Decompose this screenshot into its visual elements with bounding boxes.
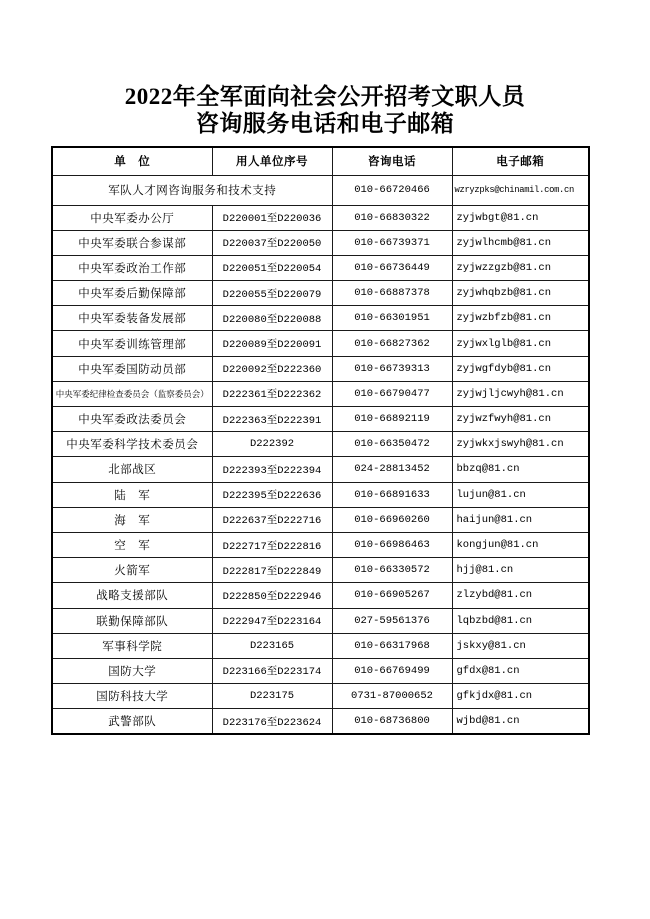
table-body (52, 175, 589, 734)
unit-cell: 军事科学院 (52, 633, 212, 658)
phone-cell: 010-66739371 (332, 230, 452, 255)
table-row (52, 633, 589, 658)
unit-cell: 空 军 (52, 532, 212, 557)
page-title (0, 83, 650, 137)
email-cell: lqbzbd@81.cn (452, 608, 589, 633)
unit-cell: 武警部队 (52, 709, 212, 734)
unit-cell: 中央军委办公厅 (52, 205, 212, 230)
table-row (52, 482, 589, 507)
email-cell: zyjwzbfzb@81.cn (452, 306, 589, 331)
serial-cell: D223175 (212, 684, 332, 709)
table-row (52, 205, 589, 230)
contact-table (51, 146, 590, 735)
serial-cell: D223166至D223174 (212, 658, 332, 683)
serial-cell: D222850至D222946 (212, 583, 332, 608)
phone-cell: 010-66986463 (332, 532, 452, 557)
table-row (52, 175, 589, 205)
serial-cell: D220055至D220079 (212, 281, 332, 306)
unit-cell: 联勤保障部队 (52, 608, 212, 633)
serial-cell: D223165 (212, 633, 332, 658)
table-row (52, 709, 589, 734)
table-row (52, 281, 589, 306)
serial-cell: D222392 (212, 432, 332, 457)
unit-cell: 国防大学 (52, 658, 212, 683)
table-row (52, 507, 589, 532)
serial-cell: D222395至D222636 (212, 482, 332, 507)
email-cell: zyjwlhcmb@81.cn (452, 230, 589, 255)
email-cell: hjj@81.cn (452, 558, 589, 583)
phone-cell: 010-66830322 (332, 205, 452, 230)
table-row (52, 432, 589, 457)
unit-cell: 中央军委科学技术委员会 (52, 432, 212, 457)
unit-cell: 火箭军 (52, 558, 212, 583)
serial-cell: D220089至D220091 (212, 331, 332, 356)
table-row (52, 684, 589, 709)
unit-cell: 海 军 (52, 507, 212, 532)
email-cell: zyjwkxjswyh@81.cn (452, 432, 589, 457)
table-row (52, 230, 589, 255)
email-cell: zyjwjljcwyh@81.cn (452, 381, 589, 406)
page-title-line-2: 咨询服务电话和电子邮箱 (195, 111, 455, 136)
unit-cell: 中央军委联合参谋部 (52, 230, 212, 255)
phone-cell: 010-66739313 (332, 356, 452, 381)
table-row (52, 306, 589, 331)
unit-cell: 陆 军 (52, 482, 212, 507)
page-title-line-1: 2022年全军面向社会公开招考文职人员 (124, 84, 526, 109)
email-cell: kongjun@81.cn (452, 532, 589, 557)
unit-cell: 中央军委纪律检查委员会（监察委员会） (52, 381, 212, 406)
phone-cell: 0731-87000652 (332, 684, 452, 709)
email-cell: gfkjdx@81.cn (452, 684, 589, 709)
table-row (52, 381, 589, 406)
phone-cell: 010-66769499 (332, 658, 452, 683)
column-header-serial: 用人单位序号 (212, 147, 332, 175)
table-header (52, 147, 589, 175)
phone-cell: 010-66905267 (332, 583, 452, 608)
serial-cell: D222717至D222816 (212, 532, 332, 557)
email-cell: wjbd@81.cn (452, 709, 589, 734)
unit-cell: 中央军委装备发展部 (52, 306, 212, 331)
phone-cell: 010-66350472 (332, 432, 452, 457)
serial-cell: D223176至D223624 (212, 709, 332, 734)
column-header-phone: 咨询电话 (332, 147, 452, 175)
serial-cell: D220051至D220054 (212, 255, 332, 280)
email-cell: zyjwzzgzb@81.cn (452, 255, 589, 280)
email-cell: haijun@81.cn (452, 507, 589, 532)
serial-cell: D222637至D222716 (212, 507, 332, 532)
phone-cell: 010-68736800 (332, 709, 452, 734)
unit-cell: 中央军委训练管理部 (52, 331, 212, 356)
table-row (52, 658, 589, 683)
phone-cell: 010-66301951 (332, 306, 452, 331)
phone-cell: 010-66827362 (332, 331, 452, 356)
phone-cell: 010-66892119 (332, 407, 452, 432)
table-row (52, 356, 589, 381)
serial-cell: D220001至D220036 (212, 205, 332, 230)
column-header-email: 电子邮箱 (452, 147, 589, 175)
phone-cell: 024-28813452 (332, 457, 452, 482)
column-header-unit: 单 位 (52, 147, 212, 175)
phone-cell: 010-66960260 (332, 507, 452, 532)
email-cell: jskxy@81.cn (452, 633, 589, 658)
table-row (52, 532, 589, 557)
table-row (52, 255, 589, 280)
phone-cell: 010-66317968 (332, 633, 452, 658)
email-cell: lujun@81.cn (452, 482, 589, 507)
serial-cell: D220037至D220050 (212, 230, 332, 255)
email-cell: zyjwhqbzb@81.cn (452, 281, 589, 306)
table-row (52, 457, 589, 482)
unit-cell: 北部战区 (52, 457, 212, 482)
email-cell: gfdx@81.cn (452, 658, 589, 683)
phone-cell: 027-59561376 (332, 608, 452, 633)
unit-cell: 战略支援部队 (52, 583, 212, 608)
phone-cell: 010-66790477 (332, 381, 452, 406)
serial-cell: D220080至D220088 (212, 306, 332, 331)
email-cell: zyjwbgt@81.cn (452, 205, 589, 230)
phone-cell: 010-66887378 (332, 281, 452, 306)
table-row (52, 331, 589, 356)
unit-cell: 军队人才网咨询服务和技术支持 (52, 175, 332, 205)
unit-cell: 中央军委政法委员会 (52, 407, 212, 432)
unit-cell: 中央军委国防动员部 (52, 356, 212, 381)
email-cell: bbzq@81.cn (452, 457, 589, 482)
phone-cell: 010-66720466 (332, 175, 452, 205)
phone-cell: 010-66891633 (332, 482, 452, 507)
phone-cell: 010-66330572 (332, 558, 452, 583)
email-cell: wzryzpks@chinamil.com.cn (452, 175, 589, 205)
table-header-row (52, 147, 589, 175)
table-row (52, 608, 589, 633)
serial-cell: D222363至D222391 (212, 407, 332, 432)
email-cell: zyjwzfwyh@81.cn (452, 407, 589, 432)
serial-cell: D220092至D222360 (212, 356, 332, 381)
unit-cell: 中央军委后勤保障部 (52, 281, 212, 306)
table-row (52, 407, 589, 432)
email-cell: zyjwgfdyb@81.cn (452, 356, 589, 381)
table-row (52, 583, 589, 608)
unit-cell: 国防科技大学 (52, 684, 212, 709)
email-cell: zyjwxlglb@81.cn (452, 331, 589, 356)
serial-cell: D222947至D223164 (212, 608, 332, 633)
serial-cell: D222393至D222394 (212, 457, 332, 482)
table-row (52, 558, 589, 583)
unit-cell: 中央军委政治工作部 (52, 255, 212, 280)
serial-cell: D222817至D222849 (212, 558, 332, 583)
email-cell: zlzybd@81.cn (452, 583, 589, 608)
serial-cell: D222361至D222362 (212, 381, 332, 406)
phone-cell: 010-66736449 (332, 255, 452, 280)
